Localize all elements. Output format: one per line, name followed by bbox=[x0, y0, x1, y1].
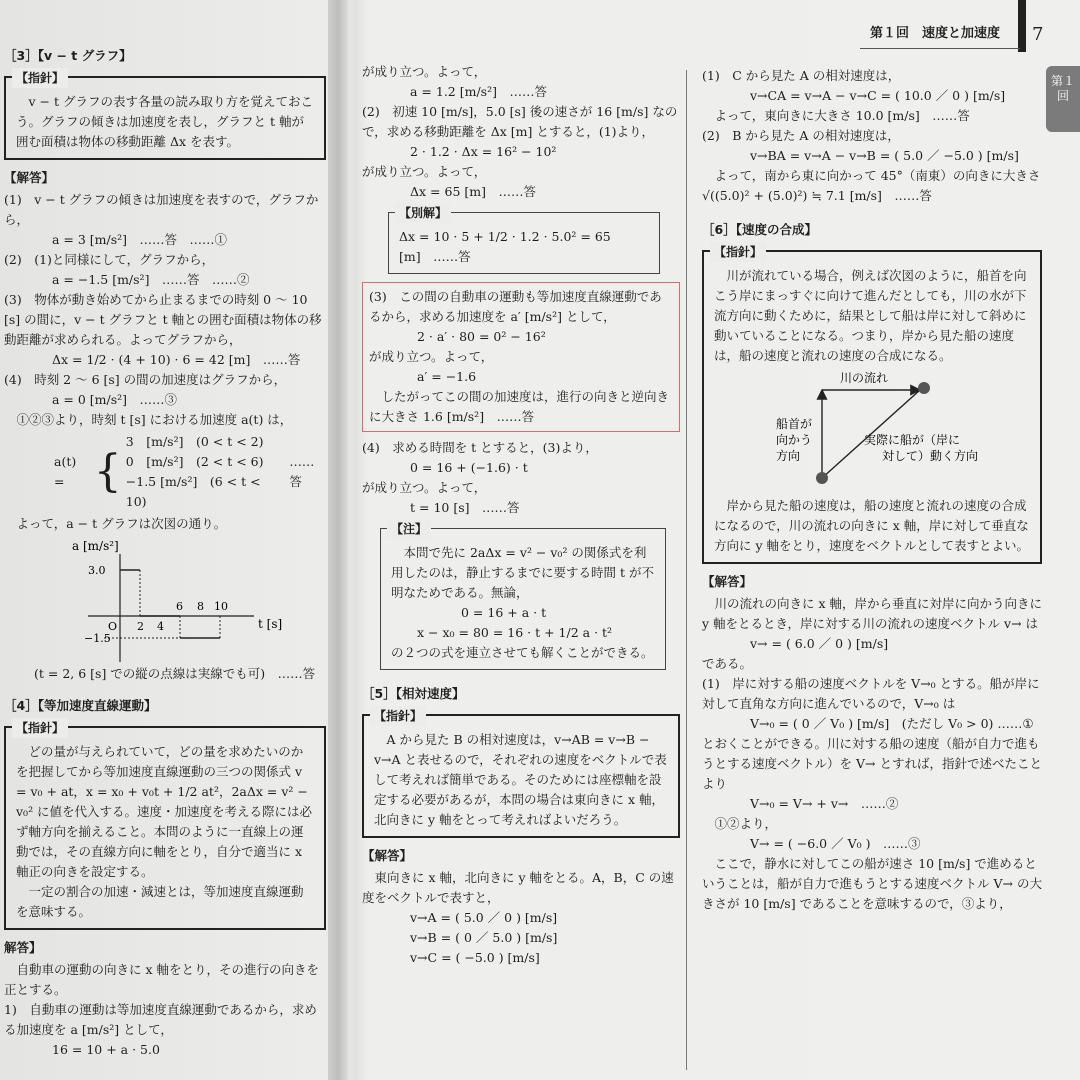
piecewise-row: −1.5 [m/s²] (6 < t < 10) bbox=[125, 474, 261, 509]
c2-eq: 0 = 16 + (−1.6) · t bbox=[410, 460, 528, 475]
a-t-graph bbox=[4, 534, 304, 664]
c3-text: 川の流れの向きに x 軸，岸から垂直に対岸に向かう向きに y 軸をとるとき，岸に対する川の流れの速度ベクトル v→ は bbox=[702, 596, 1042, 631]
hint-text: 岸から見た船の速度は，船の速度と流れの速度の合成になるので，川の流れの向きに x 軸，岸に対して垂直な方向に y 軸をとり，速度をベクトルとして表すとよい。 bbox=[714, 498, 1030, 553]
left-column bbox=[4, 40, 326, 1060]
note-eq: 0 = 16 + a · t bbox=[461, 605, 547, 620]
right-column bbox=[702, 66, 1042, 914]
river-flow-label: 川の流れ bbox=[840, 371, 889, 385]
note-text: 本問で先に 2aΔx = v² − v₀² の関係式を利用したのは，静止するまでに要する時間 t が不明なためである。無論， bbox=[391, 545, 654, 600]
c2-eq: t = 10 [s] ……答 bbox=[410, 500, 520, 515]
header-rule bbox=[860, 48, 1020, 49]
c3-eq: V→ = ( −6.0 ／ V₀ ) ……③ bbox=[750, 836, 921, 851]
sec4-eq: 16 = 10 + a · 5.0 bbox=[52, 1042, 160, 1057]
c2-eq: Δx = 65 [m] ……答 bbox=[410, 184, 536, 199]
alt-solution-label: 【別解】 bbox=[395, 203, 451, 223]
c3-text: (1) C から見た A の相対速度は， bbox=[702, 68, 901, 83]
note-box bbox=[380, 522, 666, 670]
tick-label: 6 bbox=[176, 600, 183, 613]
highlight-box bbox=[362, 282, 680, 432]
answer-label: 解答】 bbox=[4, 940, 42, 955]
tick-label: −1.5 bbox=[84, 632, 111, 645]
tick-label: O bbox=[108, 620, 118, 633]
c3-eq: V→₀ = ( 0 ／ V₀ ) [m/s] (ただし V₀ > 0) ……① bbox=[750, 716, 1034, 731]
graph-intro: よって，a − t グラフは次図の通り。 bbox=[16, 516, 227, 531]
c3-text: よって，東向きに大きさ 10.0 [m/s] ……答 bbox=[714, 108, 970, 123]
c3-eq: V→₀ = V→ + v→ ……② bbox=[750, 796, 899, 811]
q4-eq: a = 0 [m/s²] ……③ bbox=[52, 392, 178, 407]
c2-text: が成り立つ。よって， bbox=[362, 480, 487, 495]
book-gutter bbox=[328, 0, 348, 1080]
c3-eq: v→BA = v→A − v→B = ( 5.0 ／ −5.0 ) [m/s] bbox=[750, 148, 1019, 163]
q2-text: (2) (1)と同様にして，グラフから， bbox=[4, 252, 215, 267]
section-3-title: ［3］【v − t グラフ】 bbox=[4, 48, 132, 63]
velocity-b: v→B = ( 0 ／ 5.0 ) [m/s] bbox=[410, 930, 558, 945]
hint-text: 一定の割合の加速・減速とは，等加速度直線運動を意味する。 bbox=[16, 884, 304, 919]
hint-text: 川が流れている場合，例えば次図のように，船首を向こう岸にまっすぐに向けて進んだとしても，川の水が下流方向に動くために，結果として船は岸に対して斜めに動いていることになる。つまり，岸から見た船の速度は，船の速度と流れの速度の合成になる。 bbox=[714, 268, 1027, 363]
hint-text: どの量が与えられていて，どの量を求めたいのかを把握してから等加速度直線運動の三つの関係式 v = v₀ + at，x = x₀ + v₀t + 1/2 at²，2aΔx = v² − v₀² に値を代入する。速度・加速度を考える際には必ず軸方向を揃えること。本問のように一直線上の運動では，その直線方向に軸をとり，自分で適当に x 軸正の向きを設定する。 bbox=[16, 744, 313, 879]
tick-label: 2 bbox=[137, 620, 144, 633]
answer-label: 【解答】 bbox=[4, 170, 55, 185]
note-eq: x − x₀ = 80 = 16 · t + 1/2 a · t² bbox=[417, 625, 613, 640]
alt-solution-box bbox=[388, 206, 660, 274]
answer-label: 【解答】 bbox=[702, 574, 753, 589]
c3-text: よって，南から東に向かって 45°（南東）の向きに大きさ √((5.0)² + (5.0)²) ≒ 7.1 [m/s] ……答 bbox=[702, 168, 1041, 203]
q3-text: (3) 物体が動き始めてから止まるまでの時刻 0 〜 10 [s] の間に，v − t グラフと t 軸との囲む面積は物体の移動距離が求められる。よってグラフから， bbox=[4, 292, 322, 347]
bow-label: 方向 bbox=[776, 449, 801, 463]
river-diagram bbox=[714, 366, 1024, 496]
hint-label: 【指針】 bbox=[12, 718, 68, 738]
alt-solution-eq: Δx = 10 · 5 + 1/2 · 1.2 · 5.0² = 65 [m] ……答 bbox=[399, 229, 611, 264]
tick-label: 8 bbox=[197, 600, 204, 613]
c3-text: とおくことができる。川に対する船の速度（船が自力で進もうとする速度ベクトル）を V→ とすれば，指針で述べたことより bbox=[702, 736, 1042, 791]
piecewise-function bbox=[4, 432, 326, 512]
c3-text: ①②より， bbox=[714, 816, 778, 831]
c2-text: が成り立つ。よって， bbox=[369, 349, 494, 364]
c3-eq: v→CA = v→A − v→C = ( 10.0 ／ 0 ) [m/s] bbox=[750, 88, 1006, 103]
c2-eq: 2 · a′ · 80 = 0² − 16² bbox=[417, 329, 546, 344]
boat-end-dot bbox=[918, 382, 930, 394]
c3-text: ここで，静水に対してこの船が速さ 10 [m/s] で進めるということは，船が自力で進もうとする速度ベクトル V→ の大きさが 10 [m/s] であることを意味するので，③より， bbox=[702, 856, 1042, 911]
note-text: の２つの式を連立させても解くことができる。 bbox=[391, 645, 654, 660]
hint-box-6 bbox=[702, 245, 1042, 564]
c2-text: (2) 初速 10 [m/s]，5.0 [s] 後の速さが 16 [m/s] なので，求める移動距離を Δx [m] とすると，(1)より， bbox=[362, 104, 678, 139]
c3-text: である。 bbox=[702, 656, 753, 671]
piecewise-rows bbox=[126, 432, 282, 512]
chapter-tab: 第１回 bbox=[1046, 66, 1080, 132]
q3-eq: Δx = 1/2 · (4 + 10) · 6 = 42 [m] ……答 bbox=[52, 352, 301, 367]
column-divider bbox=[686, 70, 687, 1070]
tick-label: 4 bbox=[157, 620, 164, 633]
brace: { bbox=[93, 446, 122, 497]
q4-text: (4) 時刻 2 〜 6 [s] の間の加速度はグラフから， bbox=[4, 372, 287, 387]
hint-text: v − t グラフの表す各量の読み取り方を覚えておこう。グラフの傾きは加速度を表し，グラフと t 軸が囲む面積は物体の移動距離 Δx を表す。 bbox=[16, 94, 313, 149]
piecewise-lhs: a(t) = bbox=[54, 454, 77, 489]
c2-eq: a′ = −1.6 bbox=[417, 369, 477, 384]
c2-eq: 2 · 1.2 · Δx = 16² − 10² bbox=[410, 144, 557, 159]
note-label: 【注】 bbox=[387, 519, 431, 539]
actual-label: 対して）動く方向 bbox=[882, 449, 979, 463]
c2-text: 東向きに x 軸，北向きに y 軸をとる。A，B，C の速度をベクトルで表すと， bbox=[362, 870, 674, 905]
hint-box-5 bbox=[362, 709, 680, 838]
section-6-title: ［6］【速度の合成】 bbox=[702, 222, 817, 237]
c2-text: が成り立つ。よって， bbox=[362, 164, 487, 179]
c3-eq: v→ = ( 6.0 ／ 0 ) [m/s] bbox=[750, 636, 889, 651]
graph-ylabel: a [m/s²] bbox=[72, 539, 119, 553]
piecewise-row: 3 [m/s²] (0 < t < 2) bbox=[125, 434, 264, 449]
section-4-title: ［4］【等加速度直線運動】 bbox=[4, 698, 157, 713]
answer-label: 【解答】 bbox=[362, 848, 413, 863]
sec4-text: 自動車の運動の向きに x 軸をとり，その進行の向きを正とする。 bbox=[4, 962, 319, 997]
c2-eq: a = 1.2 [m/s²] ……答 bbox=[410, 84, 547, 99]
c3-text: (1) 岸に対する船の速度ベクトルを V→₀ とする。船が岸に対して直角な方向に進んでいるので，V→₀ は bbox=[702, 676, 1040, 711]
bow-label: 船首が bbox=[776, 417, 813, 431]
section-5-title: ［5］【相対速度】 bbox=[362, 686, 465, 701]
q2-eq: a = −1.5 [m/s²] ……答 ……② bbox=[52, 272, 250, 287]
hint-box-3 bbox=[4, 71, 326, 160]
page-number: 7 bbox=[1032, 24, 1044, 45]
tick-label: 3.0 bbox=[88, 564, 106, 577]
sec4-text: 1) 自動車の運動は等加速度直線運動であるから，求める加速度を a [m/s²] として， bbox=[4, 1002, 317, 1037]
c3-text: (2) B から見た A の相対速度は， bbox=[702, 128, 900, 143]
corner-bar bbox=[1018, 0, 1026, 52]
middle-column bbox=[362, 62, 680, 968]
c2-text: が成り立つ。よって， bbox=[362, 64, 487, 79]
piecewise-answer-mark: ……答 bbox=[289, 454, 315, 489]
velocity-c: v→C = ( −5.0 ) [m/s] bbox=[410, 950, 540, 965]
boat-start-dot bbox=[816, 472, 828, 484]
graph-note: (t = 2, 6 [s] での縦の点線は実線でも可) ……答 bbox=[34, 666, 316, 681]
hint-label: 【指針】 bbox=[710, 242, 766, 262]
q1-eq: a = 3 [m/s²] ……答 ……① bbox=[52, 232, 228, 247]
c2-text: (3) この間の自動車の運動も等加速度直線運動であるから，求める加速度を a′ [m/s²] として， bbox=[369, 289, 662, 324]
q4-sub: ①②③より，時刻 t [s] における加速度 a(t) は， bbox=[16, 412, 293, 427]
tick-label: 10 bbox=[214, 600, 228, 613]
actual-label: 実際に船が（岸に bbox=[864, 433, 961, 447]
graph-xlabel: t [s] bbox=[258, 617, 283, 631]
velocity-a: v→A = ( 5.0 ／ 0 ) [m/s] bbox=[410, 910, 558, 925]
hint-box-4 bbox=[4, 721, 326, 930]
chapter-header: 第１回 速度と加速度 bbox=[870, 26, 1001, 41]
q1-text: (1) v − t グラフの傾きは加速度を表すので，グラフから， bbox=[4, 192, 319, 227]
c2-text: したがってこの間の加速度は，進行の向きと逆向きに大きさ 1.6 [m/s²] ……答 bbox=[369, 389, 670, 424]
piecewise-row: 0 [m/s²] (2 < t < 6) bbox=[125, 454, 264, 469]
bow-label: 向かう bbox=[776, 433, 813, 447]
hint-label: 【指針】 bbox=[12, 68, 68, 88]
c2-text: (4) 求める時間を t とすると，(3)より， bbox=[362, 440, 598, 455]
hint-label: 【指針】 bbox=[370, 706, 426, 726]
hint-text: A から見た B の相対速度は，v→AB = v→B − v→A と表せるので，それぞれの速度をベクトルで表して考えれば簡単である。そのためには座標軸を設定する必要があるが，本問の場合は東向きに x 軸，北向きに y 軸をとって考えればよいだろう。 bbox=[374, 732, 667, 827]
